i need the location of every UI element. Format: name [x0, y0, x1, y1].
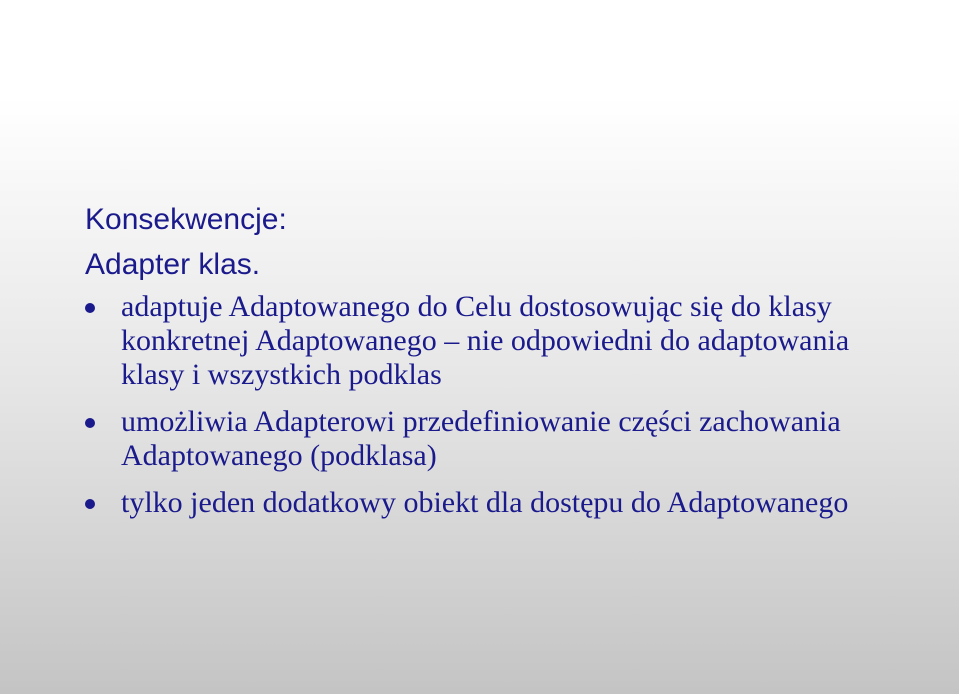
bullet-dot-icon — [85, 418, 95, 428]
bullet-dot-icon — [85, 303, 95, 313]
bullet-list — [85, 290, 905, 533]
bullet-text: umożliwia Adapterowi przedefiniowanie części zachowania Adaptowanego (podklasa) — [121, 405, 841, 472]
heading-consequences: Konsekwencje: — [85, 203, 287, 236]
bullet-item — [85, 486, 905, 520]
bullet-text: adaptuje Adaptowanego do Celu dostosowując się do klasy konkretnej Adaptowanego – nie odpowiedni do adaptowania klasy i wszystkich podklas — [121, 290, 850, 391]
bullet-item — [85, 290, 905, 392]
bullet-text: tylko jeden dodatkowy obiekt dla dostępu do Adaptowanego — [121, 486, 849, 519]
bullet-dot-icon — [85, 499, 95, 509]
heading-class-adapter: Adapter klas. — [85, 248, 261, 281]
bullet-item — [85, 405, 905, 473]
